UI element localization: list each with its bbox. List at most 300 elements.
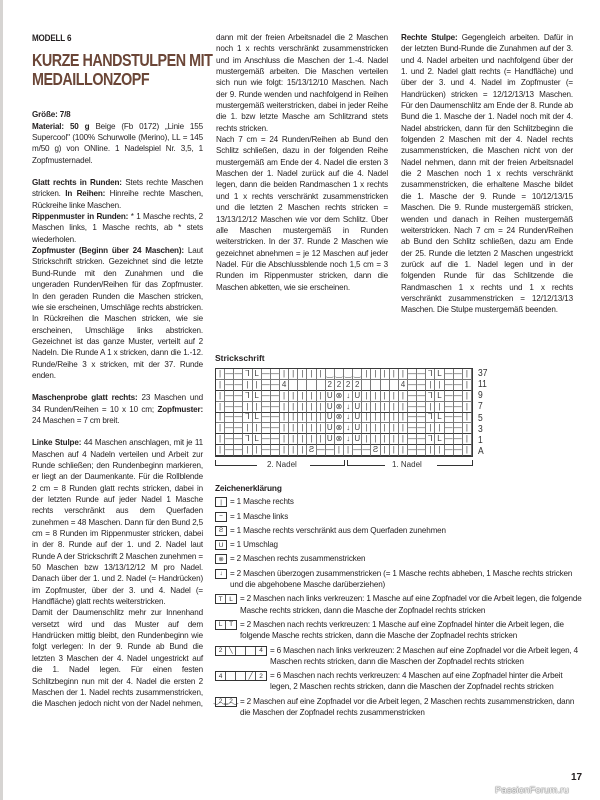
chart-cell: | [298,391,307,402]
rechte-stulpe-paragraph [401,32,573,316]
chart-cell: | [381,402,390,413]
legend-item [215,593,585,616]
chart-cell: L [253,369,262,380]
chart-cell: — [453,379,462,389]
chart-cell: | [381,413,390,424]
chart-cell: — [234,423,243,433]
legend [215,483,585,721]
chart-cell: ↓ [344,434,353,445]
chart-cell: | [280,423,289,434]
chart-cell: L [435,413,444,424]
purl-icon: − [215,512,227,522]
needle-line [347,465,385,466]
chart-cell: | [298,423,307,434]
cross-right-2-icon: L T [215,620,237,630]
chart-cell: ⅂ [243,413,252,424]
glatt-text: Stets rechte Maschen stricken. [32,178,203,199]
chart-cell: — [444,390,453,400]
chart-row-label: 9 [478,390,483,402]
chart-cell: — [234,401,243,411]
needle-tick [472,460,473,466]
chart-cell: — [417,445,426,455]
chart-cell: | [253,380,262,391]
chart-cell: | [426,402,435,413]
chart-cell: | [435,423,444,434]
chart-cell: | [399,369,408,380]
chart-cell: — [444,369,453,378]
chart-cell: | [463,434,472,445]
chart-cell: ⊗ [335,401,343,411]
page-number: 17 [571,772,583,783]
chart-cell: | [371,413,380,424]
cable-decrease-icon: ‿2‿ ‿2‿ [213,698,238,706]
chart-cell: — [453,390,462,400]
zopf-paragraph [32,245,203,381]
needle-line [215,465,257,466]
chart-cell: — [225,390,234,400]
chart-cell: ⅂ [426,391,435,402]
chart-cell: | [463,391,472,402]
legend-title: Zeichenerklärung [215,483,282,493]
legend-item [215,511,585,522]
chart-cell: | [216,423,225,434]
model-label: MODELL 6 [32,33,72,44]
chart-cell: — [225,401,234,411]
chart-cell: U [353,423,362,434]
material-paragraph [32,121,203,166]
daumen-paragraph: Damit der Daumenschlitz mehr zur Innenhand versetzt wird und das Muster auf dem Handrücken mittig bleibt, den Rundenbeginn wie folgt verlegen: In der 9. Runde ab Bund die letzten 3 Maschen der 4. Nadel ungestrickt auf die 1. Nadel legen. Für einen festen Schlitzbeginn nun mit der 4. Nadel die ersten 2 Maschen der 1. Nadel rechts zusammenstricken, die Maschen jedoch nicht von der Nadel nehmen, [32,608,203,709]
chart-cell: | [344,445,353,456]
chart-row-label: 3 [478,423,483,435]
chart-cell: | [390,434,399,445]
chart-cell: | [289,402,298,413]
chart-cell [381,380,390,391]
chart-cell: | [390,445,399,456]
legend-item [215,525,585,536]
chart-cell: 2 [335,380,344,391]
chart-cell: — [408,423,417,433]
chart-cell: | [307,402,316,413]
needle-2-label: 2. Nadel [267,460,297,469]
chart-cell: — [444,412,453,422]
material-text: Beige (Fb 0172) „Linie 155 Supercool" (100% Schurwolle (Merino), LL = 145 m/50 g) von ONline. 1 Nadelspiel Nr. 3,5, 1 Zopfmusternadel. [32,121,203,165]
cross-left-6-icon: 2 ╲ 4 [215,646,267,656]
chart-cell: ⅂ [243,369,252,380]
chart-cell: | [362,423,371,434]
legend-text: = 1 Masche links [230,511,289,521]
chart-cell: — [453,445,462,455]
chart-cell: | [435,402,444,413]
probe-label: Maschenprobe glatt rechts: [32,393,138,403]
chart-cell: | [463,369,472,380]
legend-item [215,568,585,591]
chart-cell: — [417,390,426,400]
chart-cell: — [408,390,417,400]
legend-text: = 1 Umschlag [230,540,278,550]
material-label: Material: [32,121,64,131]
chart-cell: | [216,445,225,456]
chart-cell: | [280,402,289,413]
chart-cell: | [399,423,408,434]
chart-cell: ‿ [353,369,361,378]
chart-cell: | [381,423,390,434]
chart-cell: | [216,402,225,413]
chart-cell: | [243,423,252,434]
chart-cell: | [289,369,298,380]
chart-cell: — [316,445,325,455]
chart-cell: | [298,434,307,445]
chart-cell: 2 [344,380,353,391]
chart-cell: | [307,423,316,434]
chart-row-label: A [478,445,484,457]
chart-cell: — [234,434,243,444]
chart-cell: — [234,412,243,422]
middle-paragraph-2: Nach 7 cm = 24 Runden/Reihen ab Bund den Schlitz schließen, dazu in der folgenden Reihe mustergemäß am Ende der 4. Nadel die ersten 3 Maschen der 1. Nadel zurück auf die 4. Nadel legen, dann die beiden Randmaschen 1 x rechts und 1 x rechts verschränkt zusammenstricken und die letzten 2 Maschen rechts stricken = 13/13/12/12 Maschen wie vor dem Schlitz. Über alle Maschen mustergemäß in Runden weiterstricken. In der 37. Runde 2 Maschen wie gezeichnet abnehmen = je 12 Maschen auf jeder Nadel. Für die Abschlussblende noch 1,5 cm = 3 Runden im Rippenmuster stricken, dann die Maschen abketten, wie sie erscheinen. [216,135,388,292]
chart-cell: | [307,413,316,424]
chart-cell [317,380,326,391]
right-column [401,32,573,316]
chart-cell: — [270,369,279,378]
chart-row-label: 1 [478,434,483,446]
chart-cell: | [289,391,298,402]
chart-cell: | [371,423,380,434]
chart-cell: | [362,402,371,413]
chart-cell: ‿ [335,369,343,378]
chart-cell: | [371,369,380,380]
chart-cell: ⊗ [335,412,343,422]
chart-cell: | [435,380,444,391]
chart-cell: | [390,413,399,424]
chart-cell: — [270,390,279,400]
k2tog-icon: ⊗ [215,554,227,564]
chart-cell: L [435,369,444,380]
zopf-label: Zopfmuster (Beginn über 24 Maschen): [32,246,184,256]
chart-cell: | [280,434,289,445]
chart-cell: | [381,434,390,445]
legend-items [215,496,585,718]
chart-cell: | [463,380,472,391]
chart-cell: | [317,391,326,402]
chart-cell: | [298,413,307,424]
rippen-paragraph [32,211,203,245]
chart-cell: | [399,391,408,402]
chart-cell: | [390,402,399,413]
chart-cell: — [453,423,462,433]
chart-cell [390,380,399,391]
chart-cell: | [399,434,408,445]
probe-paragraph [32,392,203,426]
chart-cell: ⊗ [335,423,343,433]
probe-text: 23 Maschen und 34 Runden/Reihen = 10 x 10 cm; [32,393,203,414]
chart-cell: — [444,423,453,433]
left-column [32,33,213,710]
chart-cell: ↓ [344,413,353,424]
chart-cell: | [216,369,225,380]
chart-cell: — [261,401,270,411]
chart-row-label: 11 [478,379,487,391]
chart-cell: L [253,413,262,424]
chart-cell: | [362,434,371,445]
chart-cell: — [408,369,417,378]
chart-cell: U [326,423,335,434]
chart-cell: | [463,445,472,456]
probe-zopf-label: Zopfmuster: [157,404,204,414]
probe-zopf-text: 24 Maschen = 7 cm breit. [32,415,120,425]
chart-cell: — [261,369,270,378]
glatt-paragraph [32,177,203,211]
chart-cell: | [426,445,435,456]
chart-cell: — [408,412,417,422]
knitting-chart [215,353,505,468]
chart-cell: ⅂ [243,434,252,445]
chart-cell: U [326,434,335,445]
chart-cell: — [270,423,279,433]
middle-paragraph-1: dann mit der freien Arbeitsnadel die 2 Maschen noch 1 x rechts verschränkt zusammenstricken und im Anschluss die Maschen der 1.-4. Nadel mustergemäß arbeiten. Die Maschen verteilen sich nun wie folgt: 15/13/12/10 Maschen. Nach der 9. Runde wenden und nachfolgend in Reihen mustergemäß weiterstricken, dabei in jeder Reihe die 1. bzw letzte Masche am Schlitzrand stets rechts stricken. [216,33,388,133]
chart-cell: — [225,434,234,444]
chart-cell: ⅂ [426,434,435,445]
chart-cell: — [270,412,279,422]
rechte-stulpe-text: Gegengleich arbeiten. Dafür in der letzten Bund-Runde die Zunahmen auf der 3. und 4. Nadel arbeiten und nachfolgend über der 1. und 2. Nadel glatt rechts (= Handfläche) und über der 3. und 4. Nadel im Zopfmuster (= Handrücken) stricken = 12/12/13/13 Maschen. Für den Daumenschlitz am Ende der 8. Runde ab Bund die 1. Masche der 1. Nadel noch mit der 4. Nadel abstricken, dann für den Schlitzbeginn die folgenden 2 Maschen mit der 4. Nadel rechts zusammenstricken, die Maschen nicht von der Nadel nehmen, dann mit der freien Arbeitsnadel die 2 Maschen noch 1 x rechts verschränkt zusammenstricken, die erhaltene Masche bildet die 1. Masche der 9. Runde = 10/12/13/15 Maschen. Die 9. Runde mustergemäß stricken, wenden und danach in Reihen mustergemäß weiterstricken. Nach 7 cm = 24 Runden/Reihen ab Bund den Schlitz schließen, dazu am Ende der 25. Runde die letzten 2 Maschen ungestrickt zurück auf die 1. Nadel legen und in der folgenden Runde für das Schlitzende die Randmaschen 1 x rechts und 1 x rechts verschränkt zusammenstricken = 12/12/13/13 Maschen. Die Stulpe mustergemäß beenden. [401,33,573,315]
zopf-text: Laut Strickschrift stricken. Gezeichnet sind die letzte Bund-Runde mit den Zunahmen und die ungeraden Runden/Reihen für das Zopfmuster. In den geraden Runden die Maschen stricken, wie sie erscheinen, Umschläge rechts abstricken. In Rückreihen die Maschen stricken, wie sie erscheinen, Umschläge links abstricken. Gezeichnet ist das ganze Muster, verteilt auf 2 Nadeln. Die Runde A 1 x stricken, dann die 1.-12. Runde/Reihe 3 x stricken, mit der 37. Runde enden. [32,246,203,380]
chart-cell: | [426,380,435,391]
chart-cell: — [453,434,462,444]
chart-cell: ↓ [344,402,353,413]
chart-cell [362,380,371,391]
increase-icon: Ƨ [215,526,227,536]
legend-item [215,670,585,693]
chart-cell: | [289,413,298,424]
chart-cell: — [453,412,462,422]
chart-cell: — [408,379,417,389]
chart-cell: ↓ [344,391,353,402]
chart-cell: — [417,369,426,378]
needle-labels [215,460,473,472]
chart-cell: — [408,445,417,455]
legend-text: = 2 Maschen überzogen zusammenstricken (= 1 Masche rechts abheben, 1 Masche rechts stricken und die abgehobene Masche darüberziehen) [230,568,573,590]
legend-item [215,696,585,719]
linke-stulpe-label: Linke Stulpe: [32,438,82,448]
chart-cell: — [417,434,426,444]
chart-cell: ‿ [326,369,333,378]
material-amount: 50 g [69,121,90,131]
chart-cell: L [435,434,444,445]
chart-cell: — [261,423,270,433]
chart-cell: — [417,423,426,433]
chart-cell: | [426,423,435,434]
reihen-text: Hinreihe rechte Maschen, Rückreihe linke Maschen. [32,189,203,210]
chart-cell: | [253,402,262,413]
chart-cell: — [261,412,270,422]
legend-item [215,553,585,564]
chart-cell: | [390,369,399,380]
chart-cell: | [390,391,399,402]
ssk-icon: ↓ [215,569,227,579]
needle-line [310,465,344,466]
rippen-label: Rippenmuster in Runden: [32,212,129,222]
chart-cell: | [390,423,399,434]
chart-cell: | [280,445,289,456]
chart-cell: ↓ [344,423,353,434]
chart-cell: | [362,413,371,424]
chart-cell: | [463,423,472,434]
chart-cell: ⊗ [335,390,343,400]
chart-cell: | [289,434,298,445]
chart-cell: | [307,391,316,402]
chart-cell: | [289,423,298,434]
chart-row-label: 37 [478,368,488,379]
chart-cell: | [289,445,298,456]
chart-cell: ⅂ [243,391,252,402]
chart-cell: — [417,379,426,389]
glatt-label: Glatt rechts in Runden: [32,178,122,188]
chart-cell: U [353,391,362,402]
legend-item [215,619,585,642]
chart-cell: | [298,369,307,380]
linke-stulpe-text: 44 Maschen anschlagen, mit je 11 Maschen auf 4 Nadeln verteilen und Arbeit zur Runde schließen; den Rundenbeginn markieren, er liegt an der Daumenkante. Für die Rollblende 2 cm = 8 Runden glatt rechts stricken, dabei in der letzten Runde auf jeder Nadel 1 Masche rechts verschränkt aus dem Querfaden zunehmen = 48 Maschen. Dann für den Bund 2,5 cm = 8 Runden im Rippenmuster stricken, dabei in der 8. Runde auf der 1. und 2. Nadel laut Runde A der Strickschrift 2 Maschen zunehmen = 50 Maschen bzw 13/13/12/12 M pro Nadel. Danach über der 1. und 2. Nadel (= Handrücken) im Zopfmuster, über der 3. und 4. Nadel (= Handfläche) glatt rechts weiterstricken. [32,438,203,607]
page-title: KURZE HANDSTULPEN MIT MEDAILLONZOPF [32,50,213,90]
chart-cell: | [381,391,390,402]
chart-cell: U [326,391,335,402]
chart-cell: — [353,445,362,455]
chart-cell: — [270,445,279,455]
chart-cell: — [362,445,371,455]
chart-cell [289,380,298,391]
chart-cell: — [408,434,417,444]
chart-cell: | [253,445,262,456]
chart-cell: | [317,402,326,413]
chart-cell: — [270,379,279,389]
chart-cell: | [371,402,380,413]
chart-cell [298,380,307,391]
chart-cell: — [225,445,234,455]
chart-cell: — [408,401,417,411]
chart-cell: | [317,413,326,424]
chart-cell: — [417,412,426,422]
middle-column [216,32,388,293]
chart-cell: — [270,434,279,444]
chart-cell: — [261,434,270,444]
chart-cell: | [399,445,408,456]
chart-cell [307,380,316,391]
reihen-label: In Reihen: [65,189,106,199]
chart-cell: 4 [399,380,408,391]
legend-text: = 2 Maschen auf eine Zopfnadel vor die Arbeit legen, 2 Maschen rechts zusammenstricken, dann die Maschen der Zopfnadel rechts zusammenstricken [240,696,575,718]
chart-cell: | [463,413,472,424]
chart-cell: Ƨ [371,445,380,456]
legend-text: = 1 Masche rechts [230,497,294,507]
chart-cell: 2 [326,380,335,391]
legend-item [215,496,585,507]
watermark: PassionForum.ru [495,785,569,796]
chart-cell: — [225,379,234,389]
chart-cell: U [353,434,362,445]
chart-cell: | [362,391,371,402]
chart-cell: — [234,445,243,455]
chart-cell: | [371,391,380,402]
legend-text: = 2 Maschen nach links verkreuzen: 1 Masche auf eine Zopfnadel vor die Arbeit legen, die folgende Masche rechts stricken, dann die Masche der Zopfnadel rechts stricken [240,594,582,615]
chart-cell: | [253,423,262,434]
chart-cell: L [253,391,262,402]
chart-row-labels [478,368,487,457]
chart-cell: — [444,434,453,444]
chart-row-label: 5 [478,412,483,424]
chart-cell: U [353,402,362,413]
chart-cell: | [307,434,316,445]
chart-cell: | [243,445,252,456]
rippen-text: * 1 Masche rechts, 2 Maschen links, 1 Masche rechts, ab * stets wiederholen. [32,212,203,244]
chart-cell: — [453,369,462,378]
chart-cell [371,380,380,391]
chart-grid [215,368,473,457]
chart-cell: — [270,401,279,411]
chart-cell: — [417,401,426,411]
linke-stulpe-paragraph [32,437,203,607]
legend-text: = 6 Maschen nach links verkreuzen: 2 Maschen auf eine Zopfnadel vor die Arbeit legen, 4 Maschen rechts stricken, dann die Maschen der Zopfnadel rechts stricken [270,645,578,666]
legend-text: = 2 Maschen rechts zusammenstricken [230,554,366,564]
chart-cell: — [261,390,270,400]
chart-cell: U [326,402,335,413]
chart-cell: — [234,369,243,378]
chart-cell: | [317,434,326,445]
chart-cell: — [325,445,334,455]
chart-cell: U [353,413,362,424]
chart-cell: | [317,423,326,434]
chart-cell: | [435,445,444,456]
chart-cell: | [399,402,408,413]
chart-cell: — [234,379,243,389]
chart-cell: | [280,413,289,424]
legend-text: = 2 Maschen nach rechts verkreuzen: 1 Masche auf eine Zopfnadel hinter die Arbeit legen, die folgende Masche rechts stricken, dann die Masche der Zopfnadel rechts stricken [240,619,564,641]
legend-item [215,539,585,550]
chart-cell: | [381,369,390,380]
chart-cell: — [261,379,270,389]
rechte-stulpe-label: Rechte Stulpe: [401,33,458,42]
chart-cell: 2 [353,380,362,391]
chart-cell: | [216,380,225,391]
chart-cell: — [225,412,234,422]
chart-cell: | [317,369,326,380]
chart-cell: | [216,391,225,402]
chart-cell: | [243,380,252,391]
chart-cell: | [335,445,344,456]
chart-cell: ⅂ [426,369,435,380]
yarn-over-icon: U [215,540,227,550]
chart-cell: L [253,434,262,445]
needle-line [437,465,473,466]
chart-cell: — [444,401,453,411]
chart-cell: — [261,445,270,455]
chart-cell: | [280,369,289,380]
chart-cell: | [307,369,316,380]
page-edge [0,0,3,800]
chart-cell: | [243,402,252,413]
chart-cell: — [225,423,234,433]
chart-cell: — [453,401,462,411]
chart-cell: | [362,369,371,380]
needle-1-label: 1. Nadel [392,460,422,469]
chart-cell: — [444,445,453,455]
chart-cell: | [298,402,307,413]
knit-icon: | [215,497,227,507]
chart-cell: | [381,445,390,456]
chart-cell: | [463,402,472,413]
needle-tick [344,460,345,466]
size-label: Größe: 7/8 [32,110,71,120]
chart-row-label: 7 [478,401,483,413]
chart-cell: | [371,434,380,445]
legend-text: = 6 Maschen nach rechts verkreuzen: 4 Maschen auf eine Zopfnadel hinter die Arbeit legen, 2 Maschen rechts stricken, dann die Maschen der Zopfnadel rechts stricken [270,671,563,692]
chart-cell: | [216,434,225,445]
